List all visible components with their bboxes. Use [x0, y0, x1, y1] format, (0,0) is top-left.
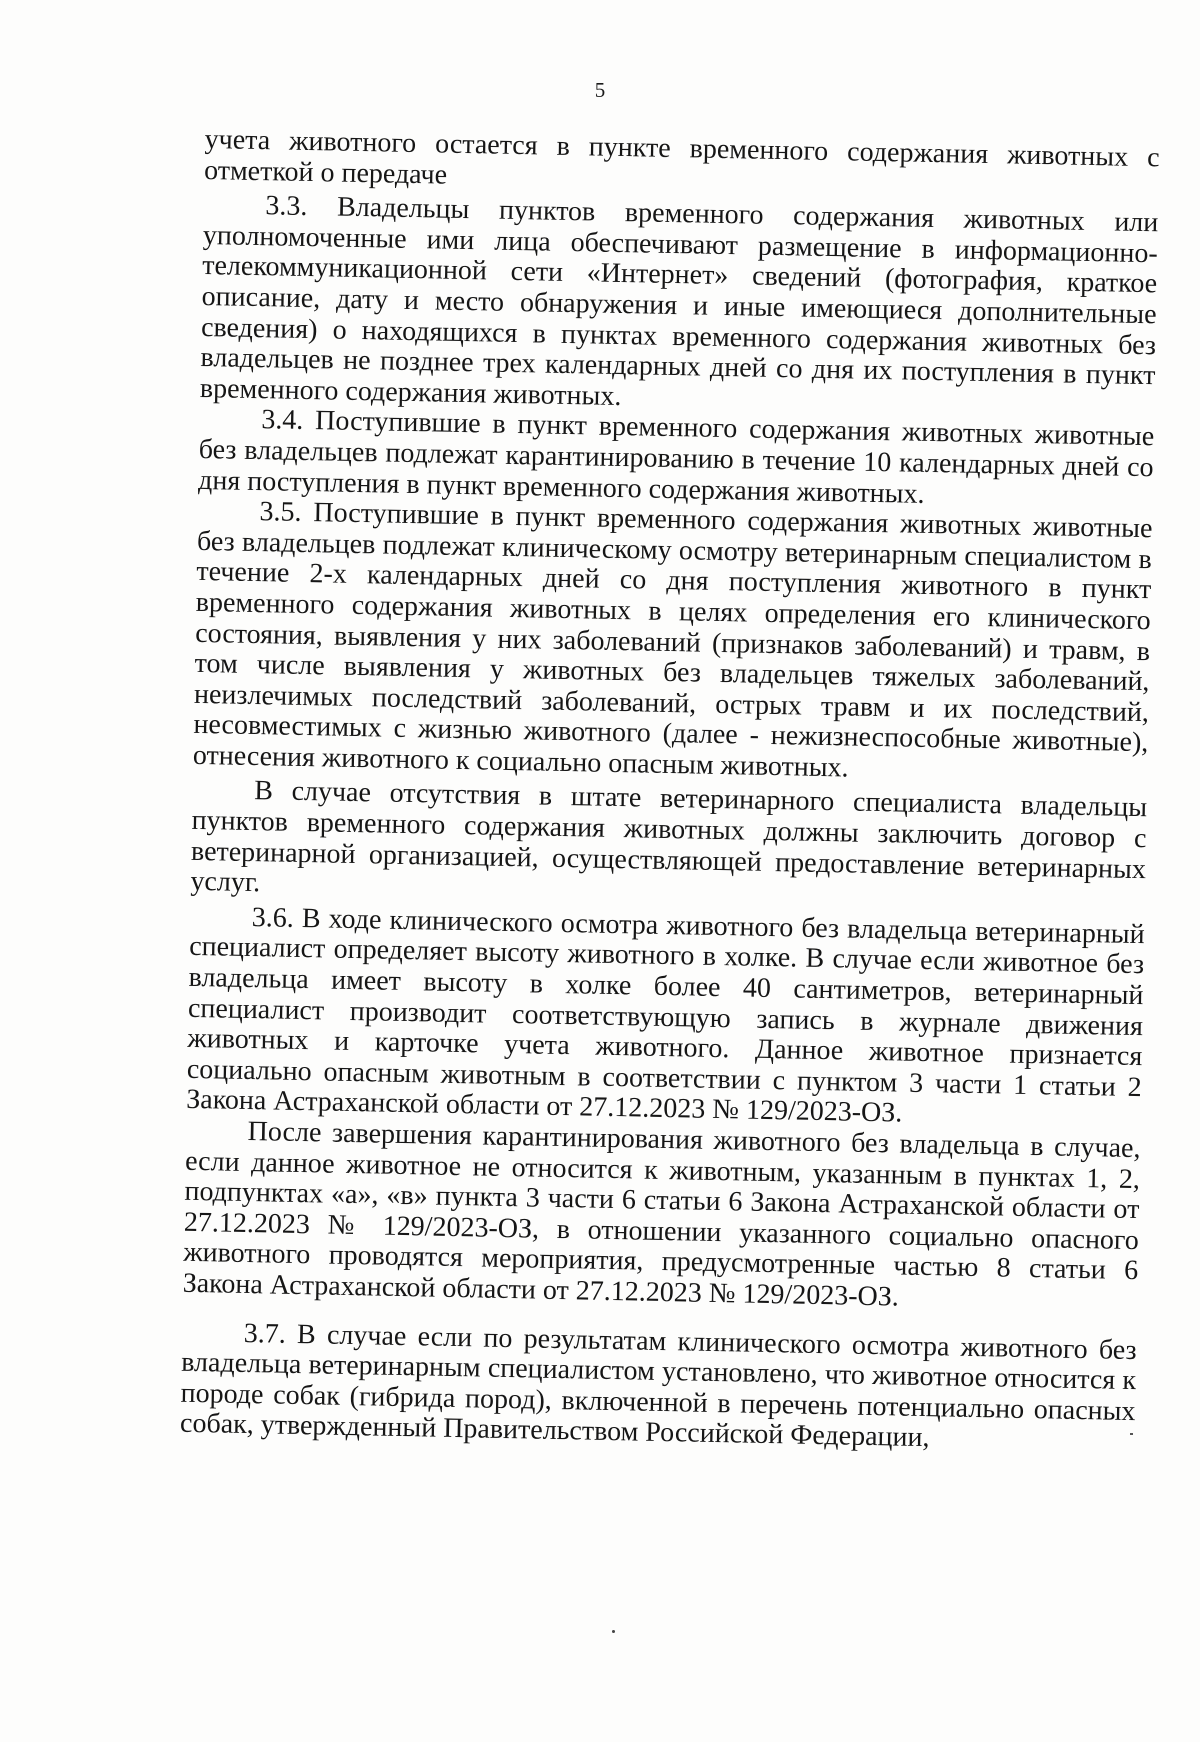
paragraph-vet-contract: В случае отсутствия в штате ветеринарного специалиста владельцы пунктов временного содержания животных должны заключить договор с ветеринарной организацией, осуществляющей предоставление ветеринарных услуг.	[190, 775, 1148, 899]
page-number: 5	[594, 78, 606, 102]
paragraph-3-4: 3.4. Поступившие в пункт временного содержания животных животные без владельцев подлежат карантинированию в течение 10 календарных дней со дня поступления в пункт временного содержания животных.	[197, 404, 1155, 510]
scan-dot	[612, 1630, 615, 1633]
paragraph-continuation: учета животного остается в пункте временного содержания животных с отметкой о передаче	[203, 124, 1160, 191]
paragraph-3-7: 3.7. В случае если по результатам клинического осмотра животного без владельца ветеринарным специалистом установлено, что животное относится к породе собак (гибрида пород), включенной в перечень потенциально опасных собак, утвержденный Правительством Российской Федерации,	[179, 1317, 1137, 1454]
scan-speck	[1130, 1433, 1133, 1435]
paragraph-3-6: 3.6. В ходе клинического осмотра животного без владельца ветеринарный специалист определяет высоту животного в холке. В случае если животное без владельца имеет высоту в холке более 40 сантиметров, ветеринарный специалист производит соответствующую запись в журнале движения животных и карточке учета животного. Данное животное признается социально опасным животным в соответствии с пунктом 3 части 1 статьи 2 Закона Астраханской области от 27.12.2023 № 129/2023-ОЗ.	[185, 901, 1145, 1129]
paragraph-3-5: 3.5. Поступившие в пункт временного содержания животных животные без владельцев подлежат клиническому осмотру ветеринарным специалистом в течение 2-х календарных дней со дня поступления животного в пункт временного содержания животных в целях определения его клинического состояния, выявления у них заболеваний (признаков заболеваний) и травм, в том числе выявления у животных без владельцев тяжелых заболеваний, неизлечимых последствий заболеваний, острых травм и их последствий, несовместимых с жизнью животного (далее - нежизнеспособные животные), отнесения животного к социально опасным животных.	[192, 496, 1153, 784]
paragraph-3-3: 3.3. Владельцы пунктов временного содержания животных или уполномоченные ими лица обеспечивают размещение в информационно-телекоммуникационной сети «Интернет» сведений (фотография, краткое описание, дату и место обнаружения и иные имеющиеся дополнительные сведения) о находящихся в пунктах временного содержания животных без владельцев не позднее трех календарных дней со дня их поступления в пункт временного содержания животных.	[199, 190, 1159, 412]
paragraph-after-quarantine: После завершения карантинирования животного без владельца в случае, если данное животное не относится к животным, указанным в пунктах 1, 2, подпунктах «а», «в» пункта 3 части 6 статьи 6 Закона Астраханской области от 27.12.2023 № 129/2023-ОЗ, в отношении указанного социально опасного животного проводятся мероприятия, предусмотренные частью 8 статьи 6 Закона Астраханской области от 27.12.2023 № 129/2023-ОЗ.	[182, 1116, 1141, 1313]
document-body	[180, 125, 1160, 1458]
